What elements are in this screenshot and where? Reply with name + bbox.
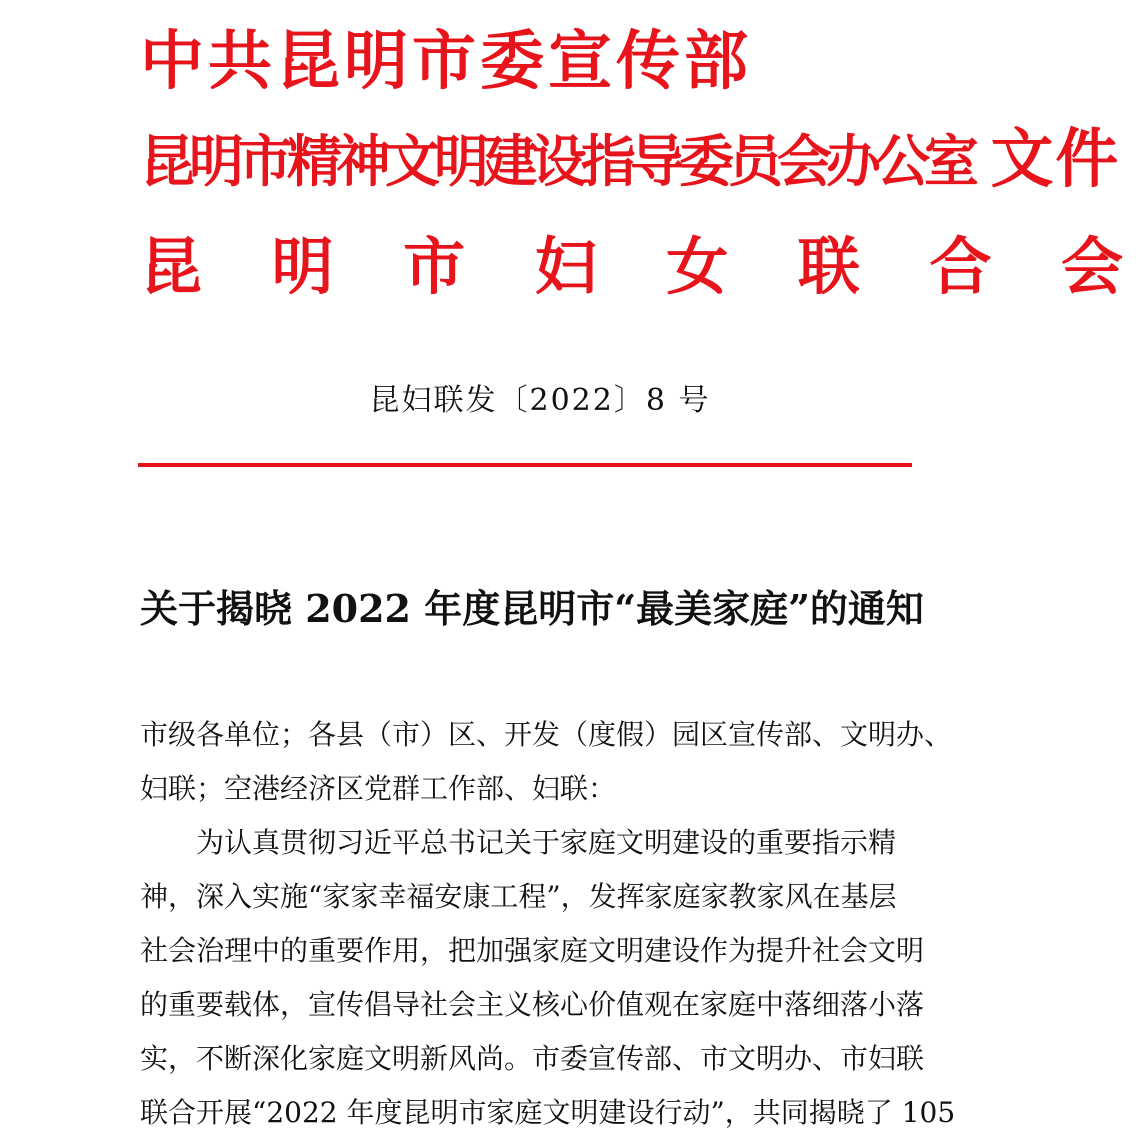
document-number: 昆妇联发〔2022〕8 号 xyxy=(369,383,711,418)
body-line: 联合开展“2022 年度昆明市家庭文明建设行动”，共同揭晓了 105 xyxy=(140,1096,956,1129)
document-label: 文件 xyxy=(990,122,1120,197)
document-title: 关于揭晓 2022 年度昆明市“最美家庭”的通知 xyxy=(140,586,924,631)
body-line: 神，深入实施“家家幸福安康工程”，发挥家庭家教家风在基层 xyxy=(140,880,897,913)
body-line: 妇联；空港经济区党群工作部、妇联： xyxy=(140,772,617,805)
issuer-line-propaganda-dept: 中共昆明市委宣传部 xyxy=(140,24,752,99)
document-body xyxy=(140,708,956,1140)
body-line: 实，不断深化家庭文明新风尚。市委宣传部、市文明办、市妇联 xyxy=(140,1042,925,1075)
body-line: 为认真贯彻习近平总书记关于家庭文明建设的重要指示精 xyxy=(196,826,897,859)
body-line: 社会治理中的重要作用，把加强家庭文明建设作为提升社会文明 xyxy=(140,934,925,967)
issuer-line-womens-federation: 昆 明 市 妇 女 联 合 会 xyxy=(140,230,1147,303)
issuer-line-civilization-office xyxy=(140,122,1120,197)
red-divider xyxy=(138,463,912,467)
body-line: 市级各单位；各县（市）区、开发（度假）园区宣传部、文明办、 xyxy=(140,718,953,751)
body-line: 的重要载体，宣传倡导社会主义核心价值观在家庭中落细落小落 xyxy=(140,988,925,1021)
issuer-civilization-office-text: 昆明市精神文明建设指导委员会办公室 xyxy=(140,129,973,195)
